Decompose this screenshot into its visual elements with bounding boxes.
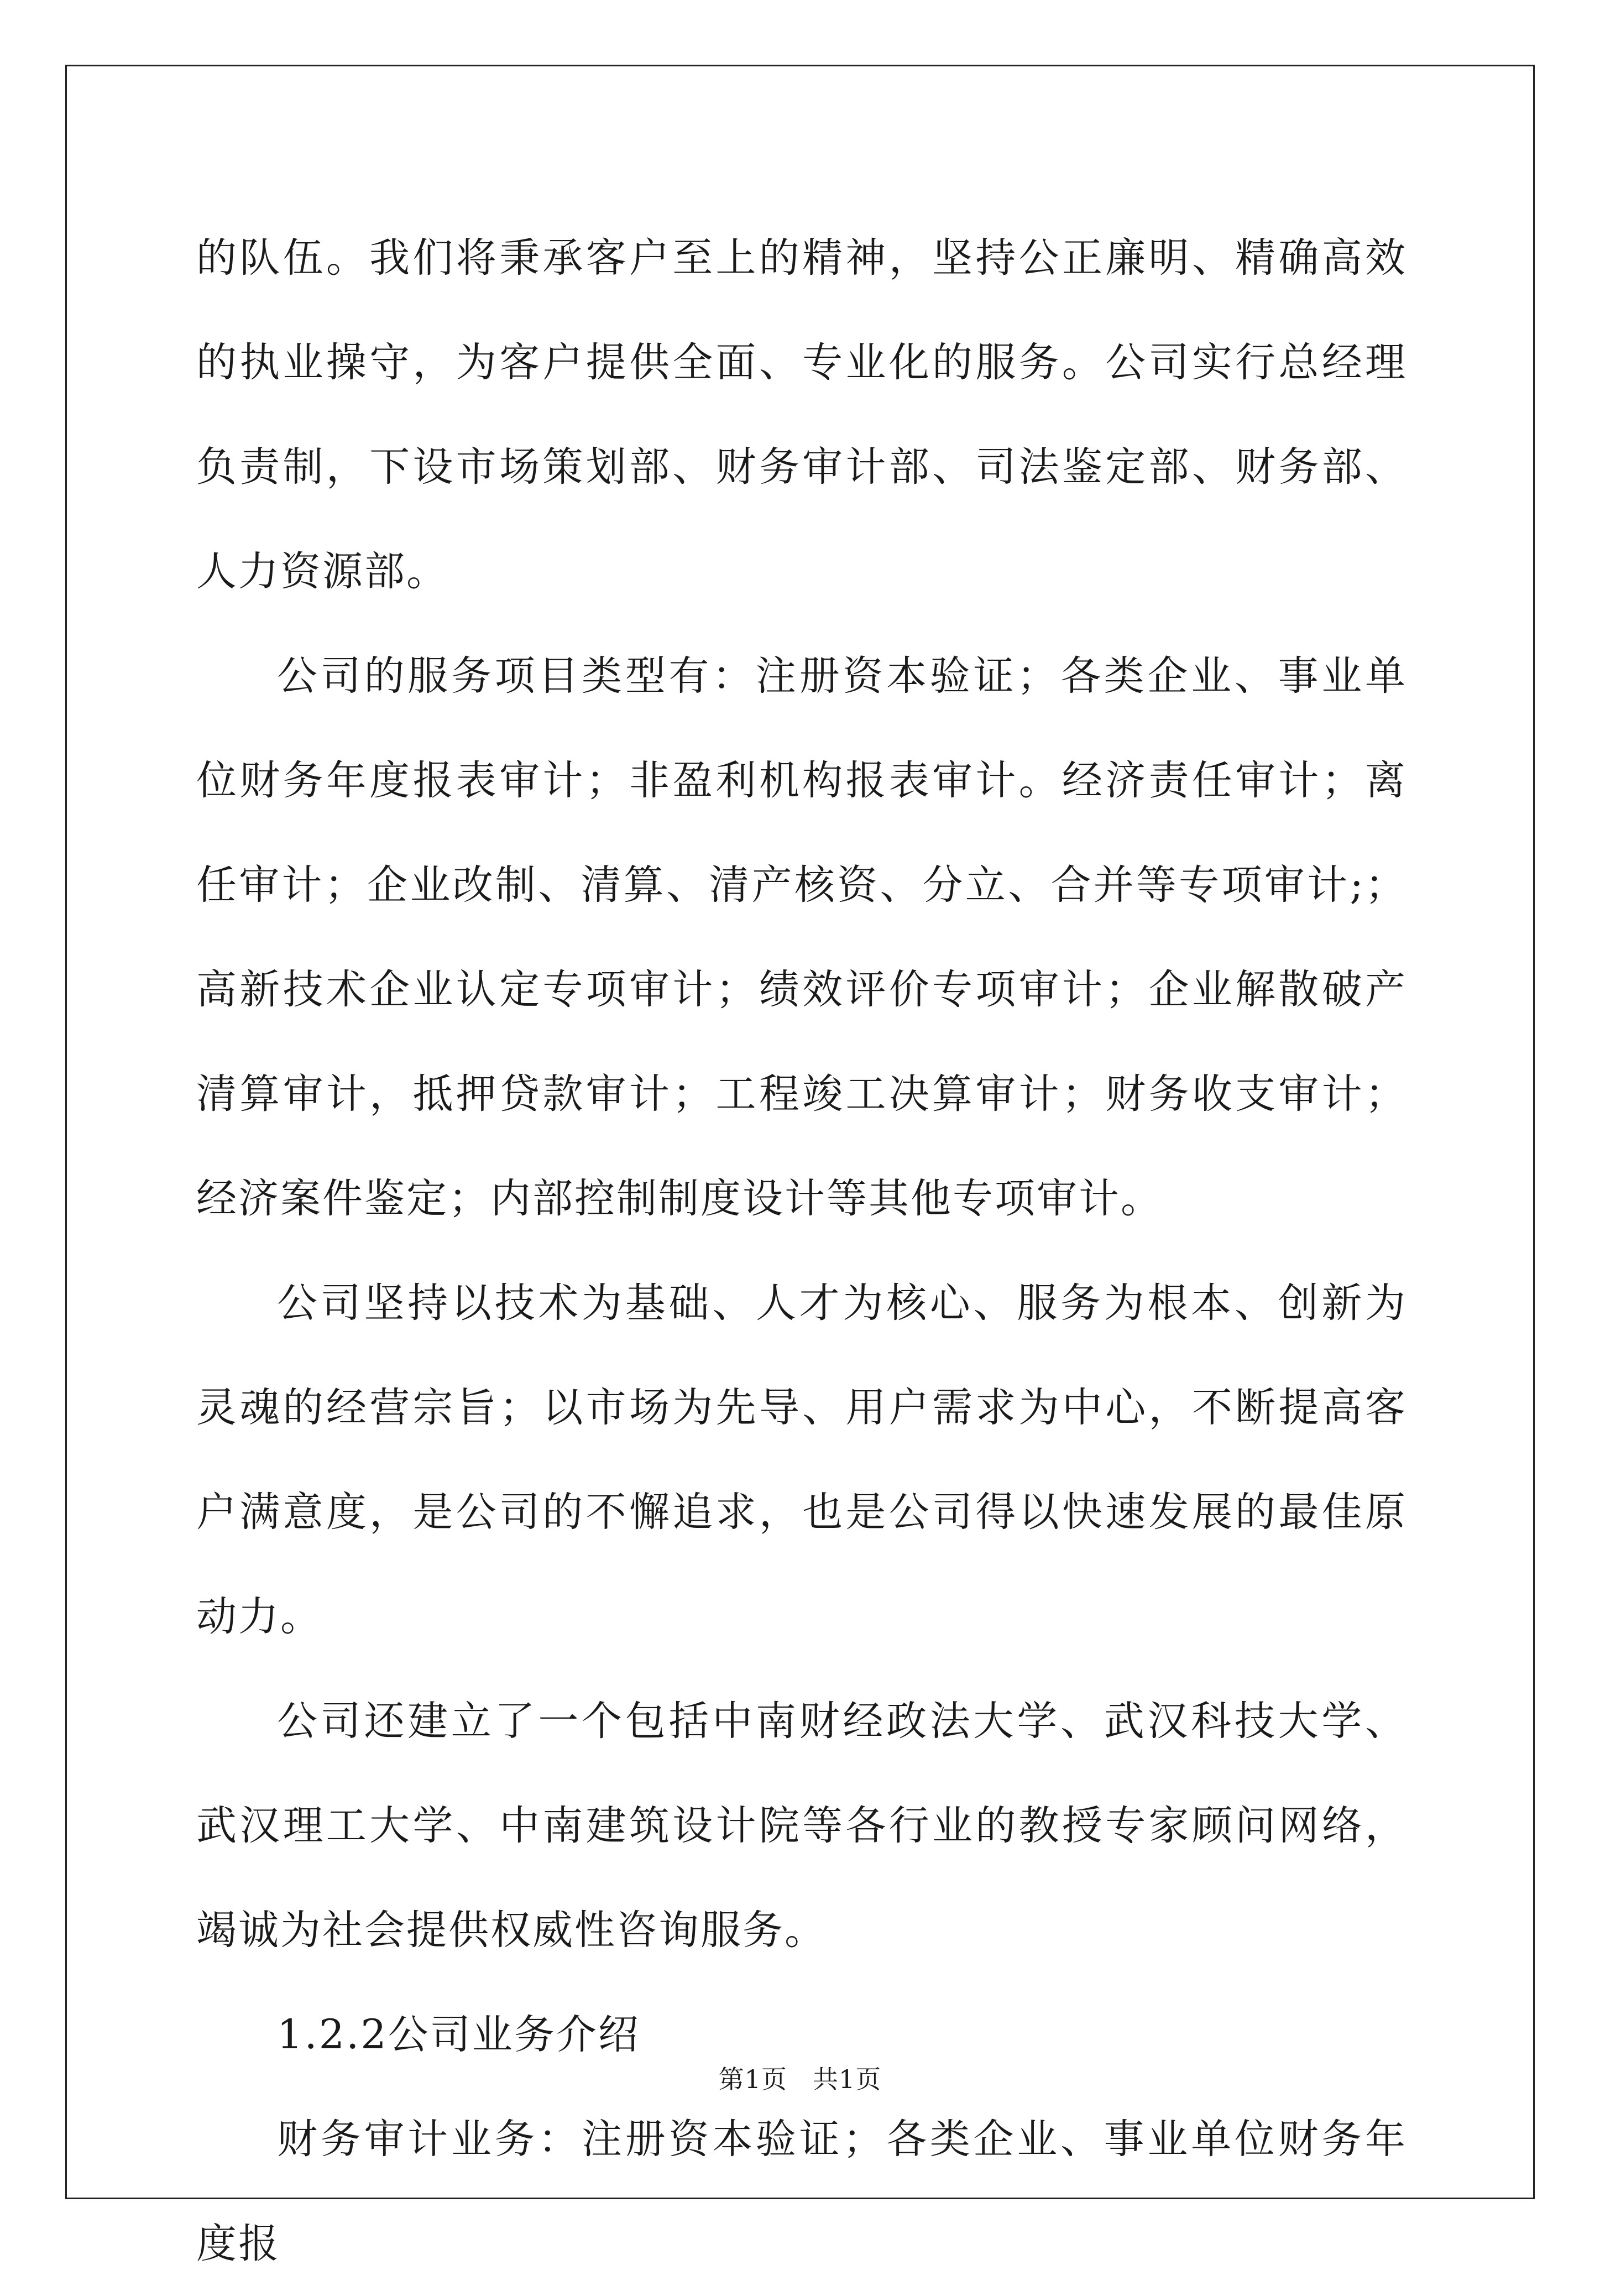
document-body bbox=[196, 206, 1407, 2296]
paragraph-team-intro: 的队伍。我们将秉承客户至上的精神，坚持公正廉明、精确高效的执业操守，为客户提供全面、专业化的服务。公司实行总经理负责制，下设市场策划部、财务审计部、司法鉴定部、财务部、人力资源部。 bbox=[196, 234, 1407, 595]
paragraph-service-items: 公司的服务项目类型有：注册资本验证；各类企业、事业单位财务年度报表审计；非盈利机构报表审计。经济责任审计；离任审计；企业改制、清算、清产核资、分立、合并等专项审计;；高新技术企业认定专项审计；绩效评价专项审计；企业解散破产清算审计，抵押贷款审计；工程竣工决算审计；财务收支审计；经济案件鉴定；内部控制制度设计等其他专项审计。 bbox=[196, 653, 1407, 1222]
paragraph-audit-business: 财务审计业务：注册资本验证；各类企业、事业单位财务年度报 bbox=[196, 2116, 1407, 2267]
page-total: 共1页 bbox=[813, 2064, 882, 2094]
paragraph-expert-network: 公司还建立了一个包括中南财经政法大学、武汉科技大学、武汉理工大学、中南建筑设计院等各行业的教授专家顾问网络，竭诚为社会提供权威性咨询服务。 bbox=[196, 1698, 1407, 1954]
page-number: 第1页 bbox=[718, 2064, 787, 2094]
paragraph-business-philosophy: 公司坚持以技术为基础、人才为核心、服务为根本、创新为灵魂的经营宗旨；以市场为先导、用户需求为中心，不断提高客户满意度，是公司的不懈追求，也是公司得以快速发展的最佳原动力。 bbox=[196, 1280, 1407, 1640]
section-heading: 1.2.2公司业务介绍 bbox=[277, 2011, 640, 2058]
page-footer bbox=[0, 2063, 1600, 2096]
